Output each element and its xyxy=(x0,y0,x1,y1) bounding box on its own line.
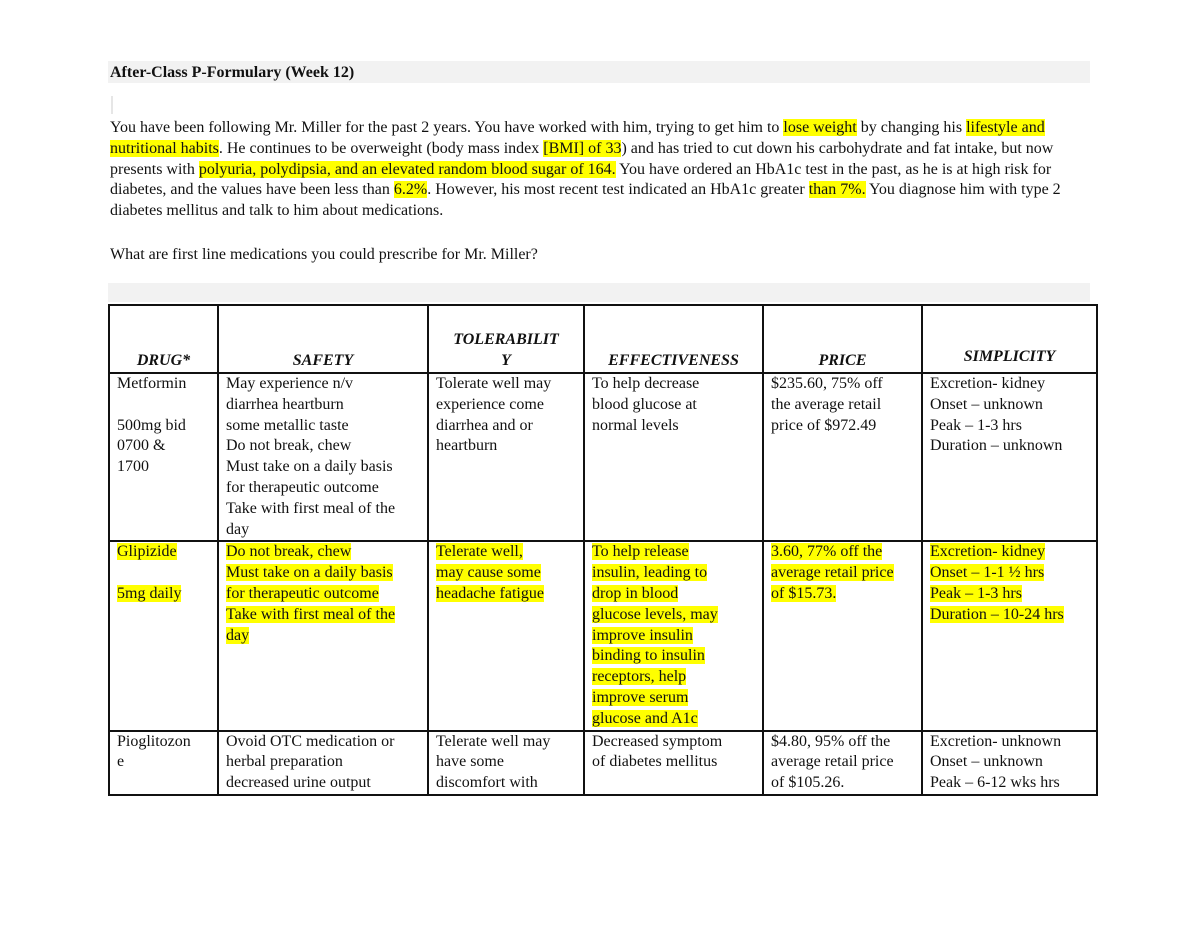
table-row xyxy=(109,373,1097,541)
drug-dose: 0700 & xyxy=(117,437,166,455)
drug-dose: 5mg daily xyxy=(117,584,182,602)
effectiveness-cell: To help release insulin, leading to drop in blood glucose levels, may improve insulin binding to insulin receptors, help improve serum glucose and A1c xyxy=(584,541,763,730)
para-text: ) and has tried to cut down his carbohydrate and fat intake, but now presents with xyxy=(110,139,1054,178)
simplicity-cell: Excretion- unknown Onset – unknown Peak – 6-12 wks hrs xyxy=(922,731,1097,795)
header-effectiveness: EFFECTIVENESS xyxy=(584,305,763,373)
para-text: . He continues to be overweight (body mass index xyxy=(218,139,544,157)
effectiveness-cell: To help decrease blood glucose at normal levels xyxy=(584,373,763,541)
drug-dose: 1700 xyxy=(117,458,149,476)
tolerability-cell: Tolerate well may experience come diarrhea and or heartburn xyxy=(428,373,584,541)
safety-cell: Ovoid OTC medication or herbal preparation decreased urine output xyxy=(218,731,428,795)
effectiveness-cell: Decreased symptom of diabetes mellitus xyxy=(584,731,763,795)
highlight-hba1c-high: than 7%. xyxy=(808,181,866,199)
case-paragraph xyxy=(110,118,1100,222)
para-text: . However, his most recent test indicated an HbA1c greater xyxy=(427,181,809,199)
safety-cell: May experience n/v diarrhea heartburn some metallic taste Do not break, chew Must take on a daily basis for therapeutic outcome Take with first meal of the day xyxy=(218,373,428,541)
drug-dose: 500mg bid xyxy=(117,416,186,434)
tolerability-cell: Telerate well may have some discomfort with xyxy=(428,731,584,795)
header-simplicity: SIMPLICITY xyxy=(922,305,1097,373)
header-price: PRICE xyxy=(763,305,922,373)
drug-name: e xyxy=(117,753,125,771)
drug-name: Pioglitozon xyxy=(117,732,191,750)
price-cell: $4.80, 95% off the average retail price of $105.26. xyxy=(763,731,922,795)
highlight-symptoms: polyuria, polydipsia, and an elevated random blood sugar of 164. xyxy=(198,160,616,178)
price-cell: 3.60, 77% off the average retail price of $15.73. xyxy=(763,541,922,730)
para-text: You have ordered an HbA1c test in the past, as he is at high risk for diabetes, and the values have been less than xyxy=(110,160,1052,199)
p-formulary-table xyxy=(108,304,1098,796)
table-row xyxy=(109,731,1097,795)
highlight-lose-weight: lose weight xyxy=(783,119,857,136)
para-text: by changing his xyxy=(856,119,967,136)
highlight-lifestyle: lifestyle and nutritional habits xyxy=(110,119,1045,157)
para-text: You diagnose him with type 2 diabetes mellitus and talk to him about medications. xyxy=(110,181,1061,220)
drug-name: Glipizide xyxy=(117,543,177,561)
safety-cell: Do not break, chew Must take on a daily basis for therapeutic outcome Take with first meal of the day xyxy=(218,541,428,730)
header-tolerability: TOLERABILIT Y xyxy=(428,305,584,373)
question-text: What are first line medications you could prescribe for Mr. Miller? xyxy=(110,246,538,263)
tolerability-cell: Telerate well, may cause some headache fatigue xyxy=(428,541,584,730)
simplicity-cell: Excretion- kidney Onset – 1-1 ½ hrs Peak – 1-3 hrs Duration – 10-24 hrs xyxy=(922,541,1097,730)
price-cell: $235.60, 75% off the average retail price of $972.49 xyxy=(763,373,922,541)
drug-name: Metformin xyxy=(117,375,187,392)
table-row xyxy=(109,541,1097,730)
simplicity-cell: Excretion- kidney Onset – unknown Peak – 1-3 hrs Duration – unknown xyxy=(922,373,1097,541)
drug-cell xyxy=(109,373,218,541)
header-drug: DRUG* xyxy=(109,305,218,373)
header-safety: SAFETY xyxy=(218,305,428,373)
section-shading xyxy=(108,283,1090,302)
highlight-hba1c-low: 6.2% xyxy=(393,181,428,199)
drug-cell xyxy=(109,731,218,795)
para-text: You have been following Mr. Miller for the past 2 years. You have worked with him, trying to get him to xyxy=(110,119,784,136)
text-cursor-mark xyxy=(111,96,113,114)
highlight-bmi: [BMI] of 33 xyxy=(543,139,622,157)
table-header-row xyxy=(109,305,1097,373)
drug-cell xyxy=(109,541,218,730)
document-title: After-Class P-Formulary (Week 12) xyxy=(110,64,355,81)
